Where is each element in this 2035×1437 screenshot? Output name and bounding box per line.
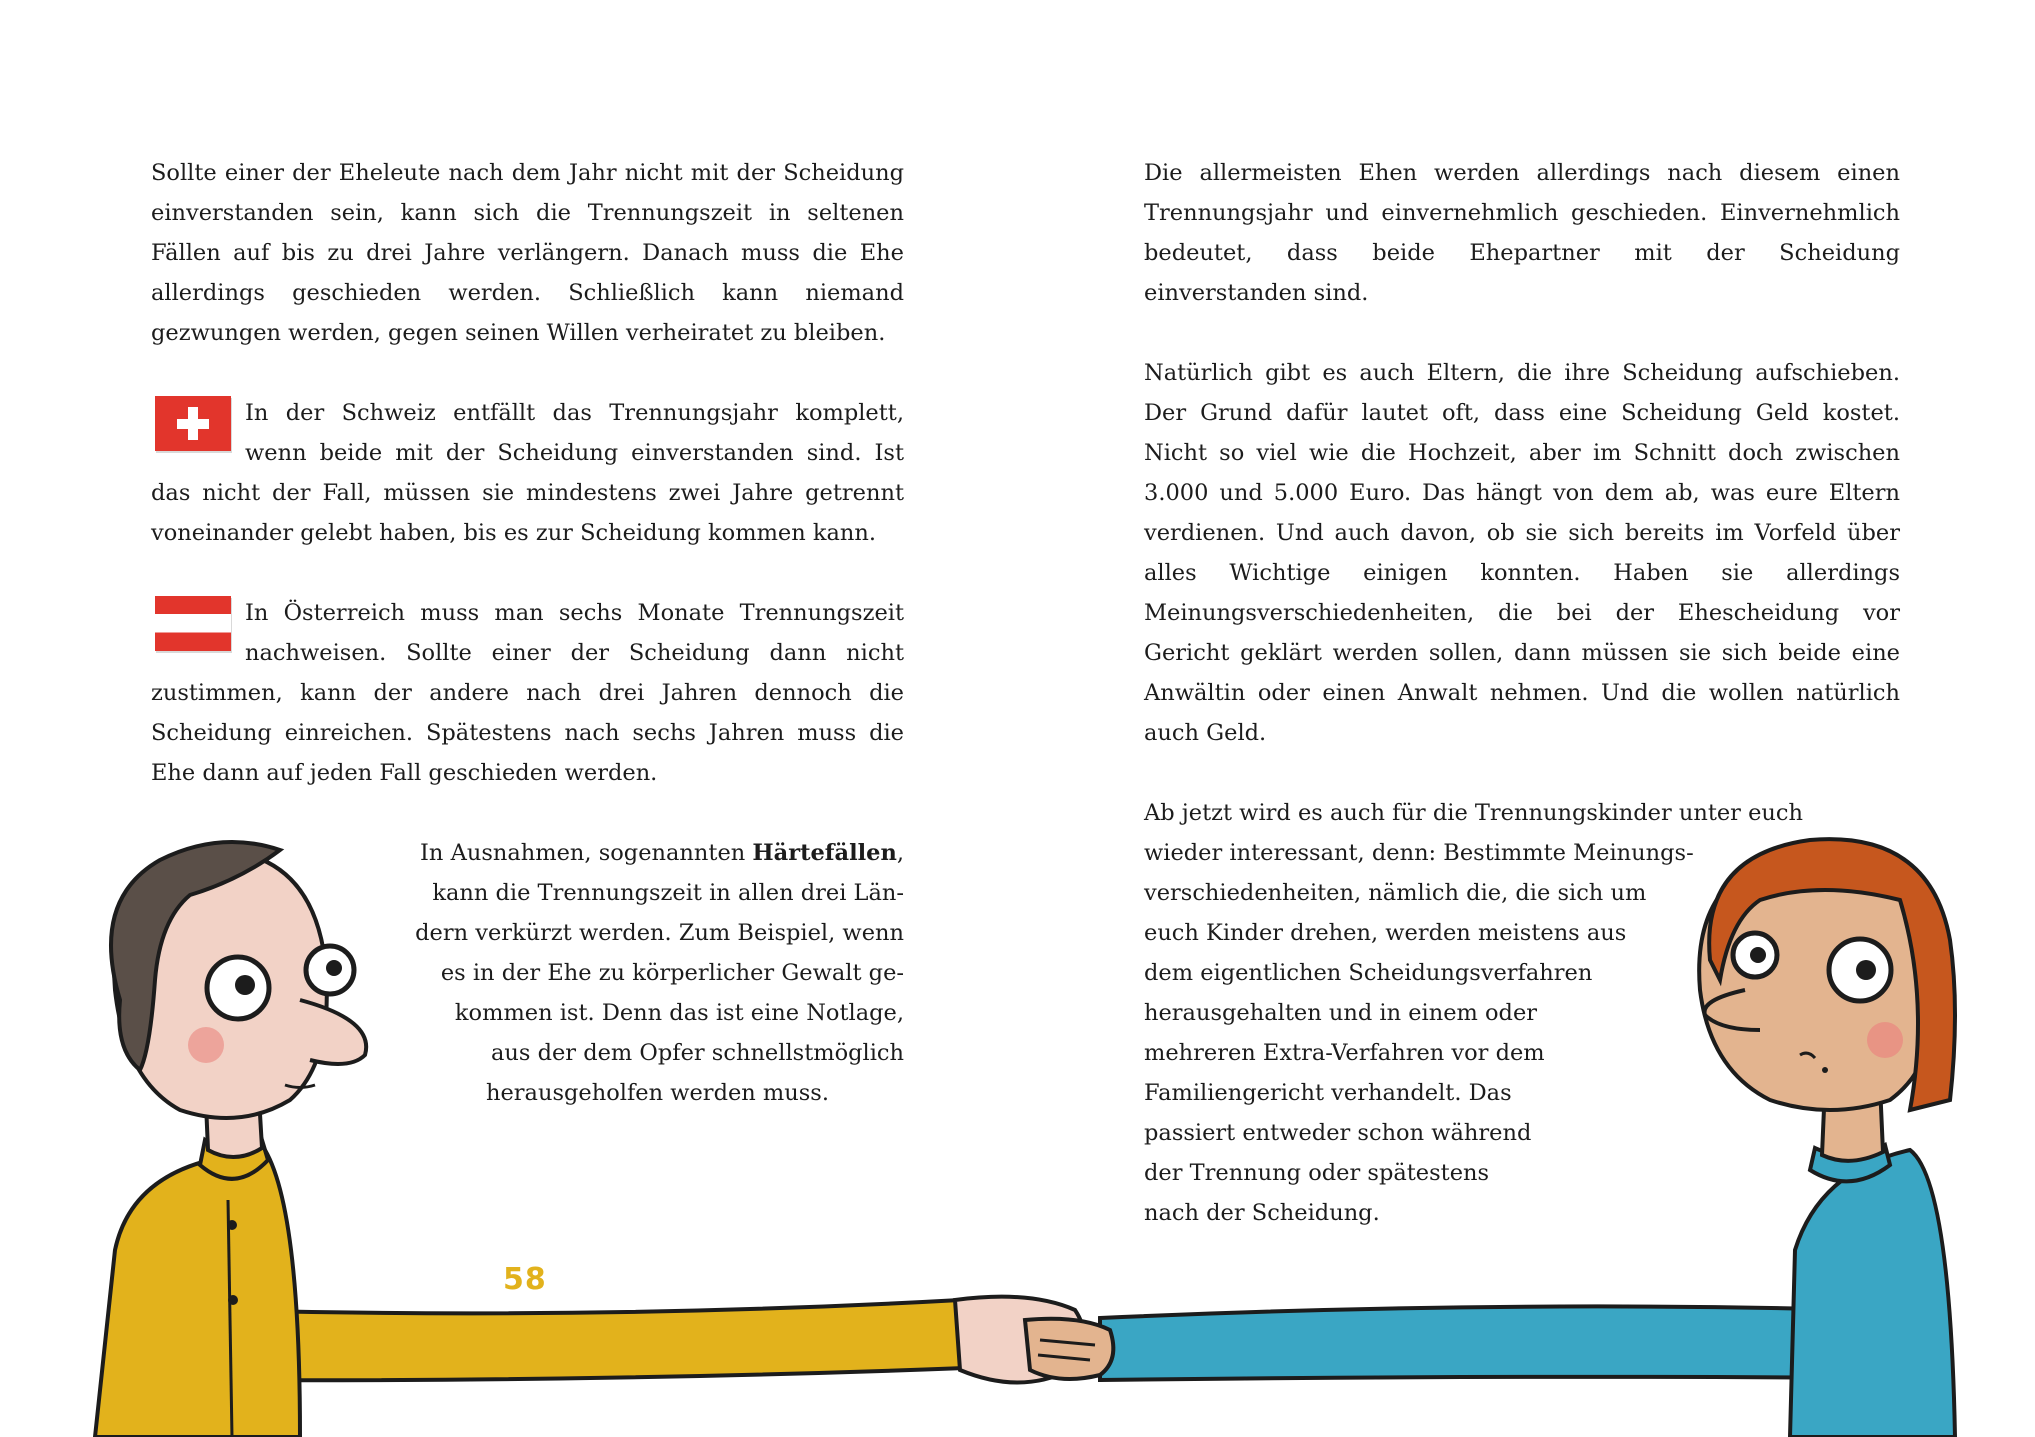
right-paragraph-1: Die allermeisten Ehen werden allerdings nach diesem einen Trennungsjahr und einvernehmlich geschieden. Einvernehmlich bedeutet, dass beide Ehepartner mit der Scheidung einverstanden sind. — [1144, 160, 1900, 306]
right-column — [1144, 153, 1900, 1233]
haertefaelle-term: Härtefällen — [752, 840, 897, 866]
handshake-hands — [955, 1297, 1113, 1383]
right-line-2: wieder interessant, denn: Bestimmte Meinungs- — [1144, 840, 1694, 866]
austrian-flag-icon — [155, 596, 231, 651]
haerte-line-6: aus der dem Opfer schnellstmöglich — [490, 1040, 904, 1066]
right-line-11: nach der Scheidung. — [1144, 1200, 1380, 1226]
right-line-8: Familiengericht verhandelt. Das — [1144, 1080, 1512, 1106]
austria-text: In Österreich muss man sechs Monate Trennungszeit nachweisen. Sollte einer der Scheidung dann nicht zustimmen, kann der andere nach drei Jahren dennoch die Scheidung einreichen. Spätestens nach sechs Jahren muss die Ehe dann auf jeden Fall geschieden werden. — [151, 600, 904, 786]
left-paragraph-1: Sollte einer der Eheleute nach dem Jahr nicht mit der Scheidung einverstanden sein, kann sich die Trennungszeit in seltenen Fällen auf bis zu drei Jahre verlängern. Danach muss die Ehe allerdings geschieden werden. Schließlich kann niemand gezwungen werden, gegen seinen Willen verheiratet zu bleiben. — [151, 160, 904, 346]
haerte-line-7: herausgeholfen werden muss. — [485, 1080, 829, 1106]
austria-paragraph — [151, 593, 904, 793]
switzerland-text: In der Schweiz entfällt das Trennungsjahr komplett, wenn beide mit der Scheidung einverstanden sind. Ist das nicht der Fall, müssen sie mindestens zwei Jahre getrennt voneinander gelebt haben, bis es zur Scheidung kommen kann. — [151, 400, 904, 546]
right-line-6: herausgehalten und in einem oder — [1144, 1000, 1538, 1026]
haerte-line-1b: , — [896, 840, 904, 866]
right-paragraph-2: Natürlich gibt es auch Eltern, die ihre Scheidung aufschieben. Der Grund dafür lautet oft, dass eine Scheidung Geld kostet. Nicht so viel wie die Hochzeit, aber im Schnitt doch zwischen 3.000 und 5.000 Euro. Das hängt von dem ab, was eure Eltern verdienen. Und auch davon, ob sie sich bereits im Vorfeld über alles Wichtige einigen konnten. Haben sie allerdings Meinungsverschiedenheiten, die bei der Ehescheidung vor Gericht geklärt werden sollen, dann müssen sie sich beide eine Anwältin oder einen Anwalt nehmen. Und die wollen natürlich auch Geld. — [1144, 360, 1900, 746]
haerte-line-5: kommen ist. Denn das ist eine Notlage, — [454, 1000, 904, 1026]
haerte-line-1a: In Ausnahmen, sogenannten — [420, 840, 753, 866]
right-line-3: verschiedenheiten, nämlich die, die sich um — [1144, 880, 1647, 906]
right-line-7: mehreren Extra-Verfahren vor dem — [1144, 1040, 1545, 1066]
switzerland-paragraph — [151, 393, 904, 553]
left-column — [151, 153, 904, 1113]
right-line-4: euch Kinder drehen, werden meistens aus — [1144, 920, 1627, 946]
haertefaelle-paragraph — [151, 833, 904, 1113]
haerte-line-2: kann die Trennungszeit in allen drei Län- — [432, 880, 904, 906]
right-paragraph-3 — [1144, 793, 1900, 1233]
right-line-10: der Trennung oder spätestens — [1144, 1160, 1490, 1186]
page-number: 58 — [503, 1262, 547, 1297]
haerte-line-3: dern verkürzt werden. Zum Beispiel, wenn — [415, 920, 904, 946]
swiss-flag-icon — [155, 396, 231, 451]
right-line-9: passiert entweder schon während — [1144, 1120, 1532, 1146]
right-line-1: Ab jetzt wird es auch für die Trennungskinder unter euch — [1144, 800, 1803, 826]
haerte-line-4: es in der Ehe zu körperlicher Gewalt ge- — [440, 960, 904, 986]
right-line-5: dem eigentlichen Scheidungsverfahren — [1144, 960, 1593, 986]
